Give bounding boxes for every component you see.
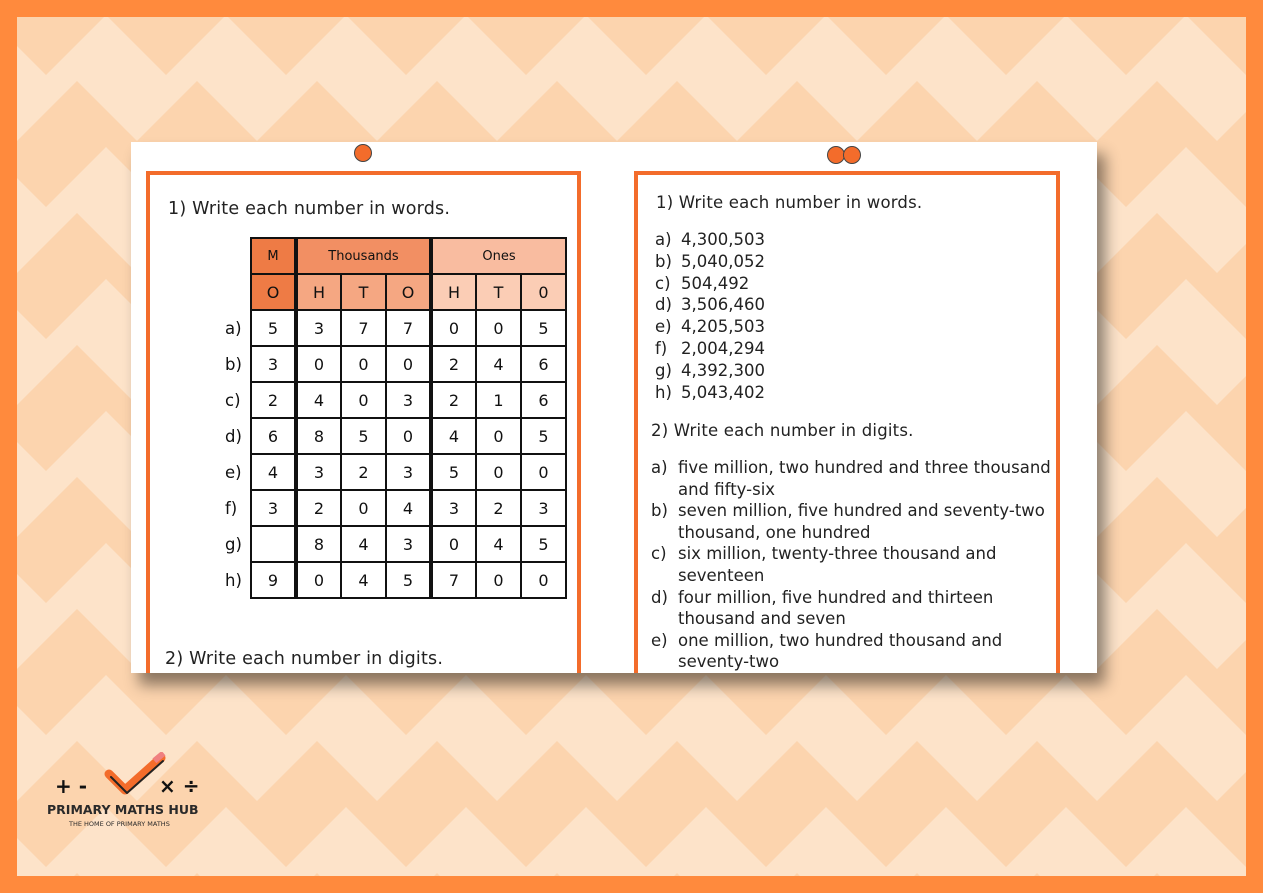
row-label: g)	[225, 534, 242, 554]
table-cell: 3	[251, 490, 296, 526]
table-cell: 3	[386, 526, 431, 562]
item-letter: c)	[651, 544, 667, 564]
list-item	[655, 251, 765, 273]
table-cell: 6	[521, 382, 566, 418]
checkmark-pencil-icon	[103, 752, 167, 800]
item-letter: b)	[651, 501, 668, 521]
question-2-title: 2) Write each number in digits.	[651, 421, 914, 440]
table-cell: 5	[386, 562, 431, 598]
column-header: H	[296, 274, 341, 310]
header-millions: M	[251, 238, 296, 274]
worksheet-preview	[131, 142, 1097, 673]
item-text: 4,392,300	[681, 360, 765, 380]
list-item	[651, 500, 1051, 543]
place-value-table	[205, 237, 567, 599]
table-cell: 0	[341, 346, 386, 382]
logo-tagline: THE HOME OF PRIMARY MATHS	[69, 820, 170, 828]
item-letter: e)	[651, 630, 668, 650]
table-cell: 4	[476, 346, 521, 382]
table-row	[205, 418, 566, 454]
table-cell: 2	[476, 490, 521, 526]
pin-icon	[354, 144, 372, 162]
table-cell: 0	[296, 346, 341, 382]
table-cell: 0	[431, 310, 476, 346]
pin-icon	[843, 146, 861, 164]
q1-answer-list	[655, 229, 765, 403]
table-cell: 8	[296, 526, 341, 562]
table-cell: 0	[476, 310, 521, 346]
table-body	[205, 310, 566, 598]
table-cell: 2	[251, 382, 296, 418]
table-cell: 2	[431, 382, 476, 418]
list-item	[655, 229, 765, 251]
table-cell: 3	[386, 382, 431, 418]
item-text: 4,205,503	[681, 317, 765, 337]
primary-maths-hub-logo	[45, 752, 225, 832]
table-cell: 7	[386, 310, 431, 346]
row-label: e)	[225, 462, 242, 482]
item-letter: b)	[655, 251, 672, 271]
chevron-band	[17, 17, 1246, 75]
list-item	[655, 338, 765, 360]
item-letter: d)	[651, 587, 668, 607]
table-cell: 5	[251, 310, 296, 346]
table-row	[205, 562, 566, 598]
table-cell: 4	[296, 382, 341, 418]
table-cell: 0	[521, 454, 566, 490]
item-text: 3,506,460	[681, 295, 765, 315]
group-header-row	[205, 238, 566, 274]
table-row	[205, 310, 566, 346]
column-header: O	[386, 274, 431, 310]
chevron-band	[17, 873, 1246, 876]
table-cell: 1	[476, 382, 521, 418]
table-cell: 0	[521, 562, 566, 598]
item-letter: f)	[655, 338, 668, 358]
table-cell: 4	[341, 526, 386, 562]
list-item	[651, 587, 1051, 630]
column-header: O	[251, 274, 296, 310]
item-text: 504,492	[681, 273, 750, 293]
item-text: 5,043,402	[681, 382, 765, 402]
table-cell: 3	[431, 490, 476, 526]
question-1-title: 1) Write each number in words.	[656, 193, 923, 212]
list-item	[655, 382, 765, 404]
table-cell: 0	[476, 454, 521, 490]
table-cell: 0	[386, 418, 431, 454]
q2-answer-list	[651, 457, 1051, 673]
table-cell: 4	[476, 526, 521, 562]
table-cell: 2	[341, 454, 386, 490]
table-cell: 0	[431, 526, 476, 562]
worksheet-page-right	[634, 171, 1060, 673]
table-cell: 0	[386, 346, 431, 382]
table-cell: 6	[251, 418, 296, 454]
list-item	[655, 294, 765, 316]
table-cell: 3	[521, 490, 566, 526]
plus-minus-icon: + -	[55, 774, 88, 798]
table-row	[205, 454, 566, 490]
item-text: five million, two hundred and three thousand and fifty-six	[678, 458, 1051, 499]
table-cell: 3	[386, 454, 431, 490]
table-cell: 0	[341, 382, 386, 418]
item-text: 5,040,052	[681, 251, 765, 271]
table-cell	[251, 526, 296, 562]
item-text: four million, five hundred and thirteen thousand and seven	[678, 587, 994, 629]
table-cell: 4	[431, 418, 476, 454]
item-letter: d)	[655, 295, 672, 315]
column-header: H	[431, 274, 476, 310]
multiply-divide-icon: × ÷	[159, 774, 200, 798]
table-cell: 5	[521, 526, 566, 562]
table-cell: 5	[431, 454, 476, 490]
question-2-title: 2) Write each number in digits.	[165, 649, 444, 669]
item-letter: a)	[655, 230, 672, 249]
table-cell: 3	[251, 346, 296, 382]
table-cell: 7	[341, 310, 386, 346]
column-header: T	[476, 274, 521, 310]
table-cell: 5	[341, 418, 386, 454]
table-cell: 7	[431, 562, 476, 598]
row-label: f)	[225, 498, 238, 518]
list-item	[651, 543, 1051, 586]
logo-name: PRIMARY MATHS HUB	[47, 802, 199, 817]
table-cell: 0	[476, 418, 521, 454]
row-label: h)	[225, 570, 242, 590]
table-cell: 2	[431, 346, 476, 382]
row-label: a)	[225, 318, 242, 338]
row-label: b)	[225, 354, 242, 374]
column-header-row	[205, 274, 566, 310]
item-text: 2,004,294	[681, 338, 765, 358]
table-row	[205, 382, 566, 418]
header-ones: Ones	[431, 238, 566, 274]
item-letter: h)	[655, 382, 672, 402]
table-cell: 3	[296, 454, 341, 490]
item-text: seven million, five hundred and seventy-two thousand, one hundred	[678, 501, 1045, 542]
table-cell: 4	[251, 454, 296, 490]
table-row	[205, 490, 566, 526]
list-item	[655, 273, 765, 295]
table-cell: 0	[341, 490, 386, 526]
table-row	[205, 526, 566, 562]
item-letter: a)	[651, 458, 668, 477]
item-letter: g)	[655, 360, 672, 380]
table-cell: 8	[296, 418, 341, 454]
list-item	[655, 316, 765, 338]
list-item	[655, 360, 765, 382]
list-item	[651, 457, 1051, 500]
table-cell: 4	[386, 490, 431, 526]
table-cell: 5	[521, 418, 566, 454]
worksheet-page-left	[146, 171, 581, 673]
column-header: T	[341, 274, 386, 310]
table-cell: 0	[296, 562, 341, 598]
list-item	[651, 630, 1051, 673]
header-thousands: Thousands	[296, 238, 431, 274]
table-cell: 0	[476, 562, 521, 598]
item-letter: e)	[655, 317, 672, 337]
table-cell: 3	[296, 310, 341, 346]
table-cell: 5	[521, 310, 566, 346]
item-text: one million, two hundred thousand and seventy-two	[678, 630, 1003, 672]
question-1-title: 1) Write each number in words.	[168, 199, 451, 219]
row-label: c)	[225, 390, 241, 410]
row-label: d)	[225, 426, 242, 446]
table-cell: 4	[341, 562, 386, 598]
item-letter: c)	[655, 273, 671, 293]
table-cell: 9	[251, 562, 296, 598]
table-cell: 2	[296, 490, 341, 526]
column-header: 0	[521, 274, 566, 310]
table-cell: 6	[521, 346, 566, 382]
item-text: 4,300,503	[681, 230, 765, 249]
item-text: six million, twenty-three thousand and seventeen	[678, 544, 997, 585]
table-row	[205, 346, 566, 382]
